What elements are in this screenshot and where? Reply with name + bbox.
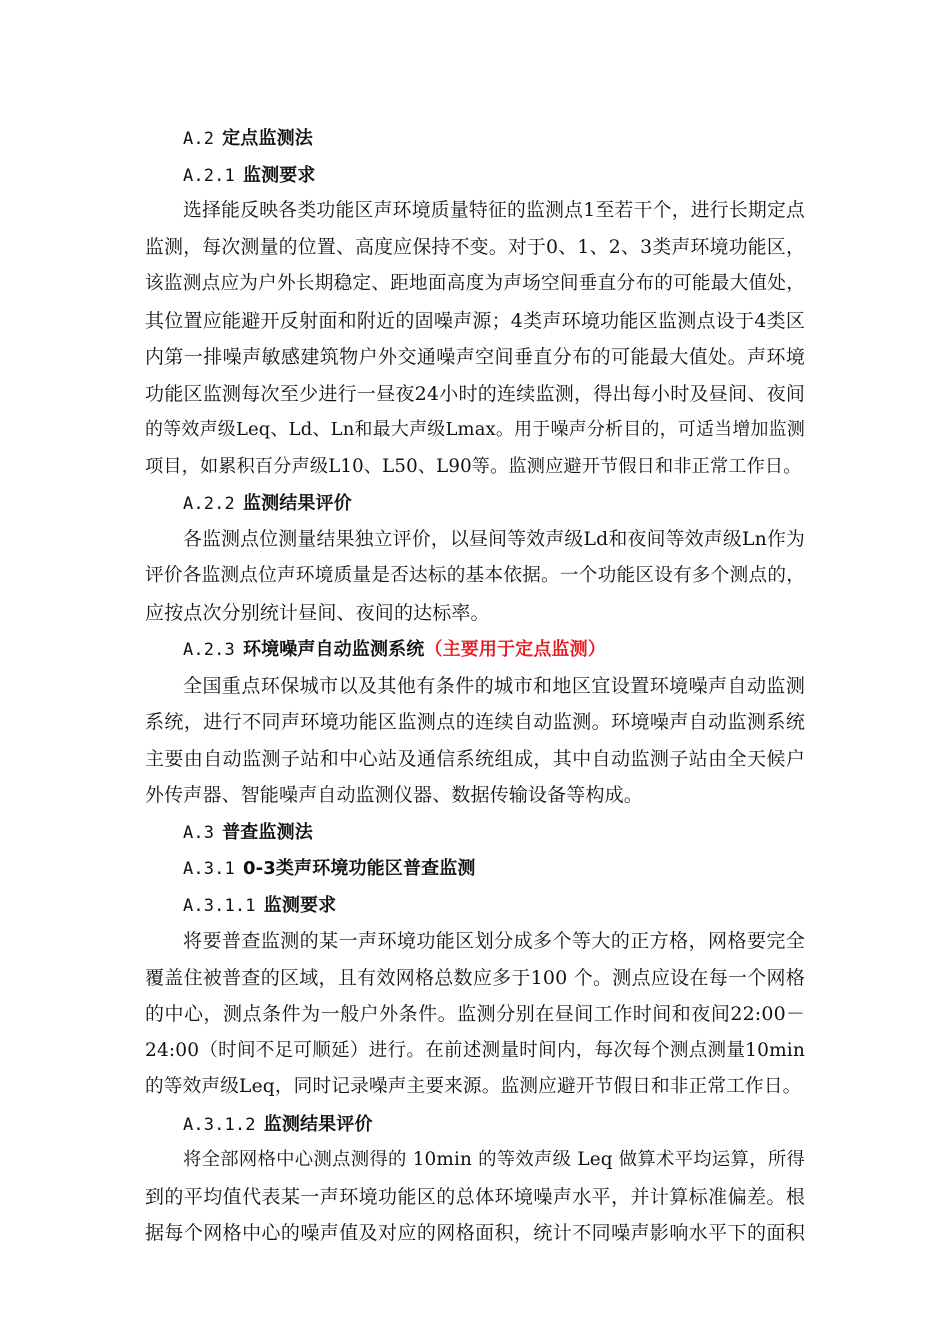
section-heading [145, 485, 805, 522]
section-heading [145, 631, 805, 668]
section-heading [145, 1106, 805, 1143]
paragraph-line: 功能区监测每次至少进行一昼夜24小时的连续监测，得出每小时及昼间、夜间 [145, 382, 805, 405]
paragraph-line: 外传声器、智能噪声自动监测仪器、数据传输设备等构成。 [145, 784, 643, 806]
paragraph-line: 该监测点应为户外长期稳定、距地面高度为声场空间垂直分布的可能最大值处， [145, 273, 805, 294]
paragraph-line: 选择能反映各类功能区声环境质量特征的监测点1至若干个，进行长期定点 [183, 200, 805, 221]
section-number: A.2.2 [183, 494, 235, 514]
section-heading [145, 157, 805, 194]
paragraph-line: 系统，进行不同声环境功能区监测点的连续自动监测。环境噪声自动监测系统 [145, 711, 805, 733]
paragraph-line: 其位置应能避开反射面和附近的固噪声源；4类声环境功能区监测点设于4类区 [145, 309, 805, 332]
section-note: （主要用于定点监测） [424, 639, 606, 660]
section-title: 监测结果评价 [263, 1113, 373, 1135]
section-number: A.2.3 [183, 640, 235, 660]
paragraph-line: 覆盖住被普查的区域，且有效网格总数应多于100 个。测点应设在每一个网格 [145, 966, 805, 989]
paragraph-line: 内第一排噪声敏感建筑物户外交通噪声空间垂直分布的可能最大值处。声环境 [145, 346, 805, 368]
document-body [145, 120, 805, 1252]
section-title: 监测要求 [242, 164, 316, 186]
section-number: A.2.1 [183, 165, 235, 186]
section-number: A.3.1.2 [183, 1114, 256, 1135]
paragraph-line: 将要普查监测的某一声环境功能区划分成多个等大的正方格，网格要完全 [183, 930, 805, 952]
section-heading [145, 120, 805, 157]
paragraph-line: 的等效声级Leq，同时记录噪声主要来源。监测应避开节假日和非正常工作日。 [145, 1076, 802, 1097]
section-number: A.2 [183, 129, 215, 149]
paragraph-line: 全国重点环保城市以及其他有条件的城市和地区宜设置环境噪声自动监测 [183, 674, 805, 697]
section-number: A.3.1 [183, 859, 235, 879]
section-title: 环境噪声自动监测系统 [242, 639, 425, 660]
paragraph-line: 项目，如累积百分声级L10、L50、L90等。监测应避开节假日和非正常工作日。 [145, 455, 802, 477]
paragraph-line: 应按点次分别统计昼间、夜间的达标率。 [145, 601, 490, 624]
paragraph-line: 24:00（时间不足可顺延）进行。在前述测量时间内，每次每个测点测量10min [145, 1039, 805, 1061]
section-title: 0-3类声环境功能区普查监测 [242, 858, 476, 879]
section-number: A.3 [183, 822, 215, 843]
paragraph-line: 监测，每次测量的位置、高度应保持不变。对于0、1、2、3类声环境功能区， [145, 236, 805, 258]
paragraph-line: 的等效声级Leq、Ld、Ln和最大声级Lmax。用于噪声分析目的，可适当增加监测 [145, 419, 805, 440]
paragraph-line: 据每个网格中心的噪声值及对应的网格面积，统计不同噪声影响水平下的面积 [145, 1222, 805, 1244]
section-title: 监测结果评价 [242, 493, 352, 514]
paragraph-line: 到的平均值代表某一声环境功能区的总体环境噪声水平，并计算标准偏差。根 [145, 1185, 805, 1208]
paragraph-line: 的中心，测点条件为一般户外条件。监测分别在昼间工作时间和夜间22:00－ [145, 1003, 805, 1025]
section-title: 定点监测法 [222, 128, 313, 149]
paragraph-line: 主要由自动监测子站和中心站及通信系统组成，其中自动监测子站由全天候户 [145, 747, 805, 770]
section-heading [145, 887, 805, 924]
paragraph-line: 各监测点位测量结果独立评价，以昼间等效声级Ld和夜间等效声级Ln作为 [183, 528, 805, 550]
paragraph-line: 将全部网格中心测点测得的 10min 的等效声级 Leq 做算术平均运算，所得 [183, 1149, 805, 1170]
section-heading [145, 850, 805, 887]
section-number: A.3.1.1 [183, 895, 256, 916]
section-title: 监测要求 [263, 894, 337, 916]
section-heading [145, 814, 805, 851]
paragraph-line: 评价各监测点位声环境质量是否达标的基本依据。一个功能区设有多个测点的， [145, 565, 805, 586]
section-title: 普查监测法 [222, 821, 313, 843]
